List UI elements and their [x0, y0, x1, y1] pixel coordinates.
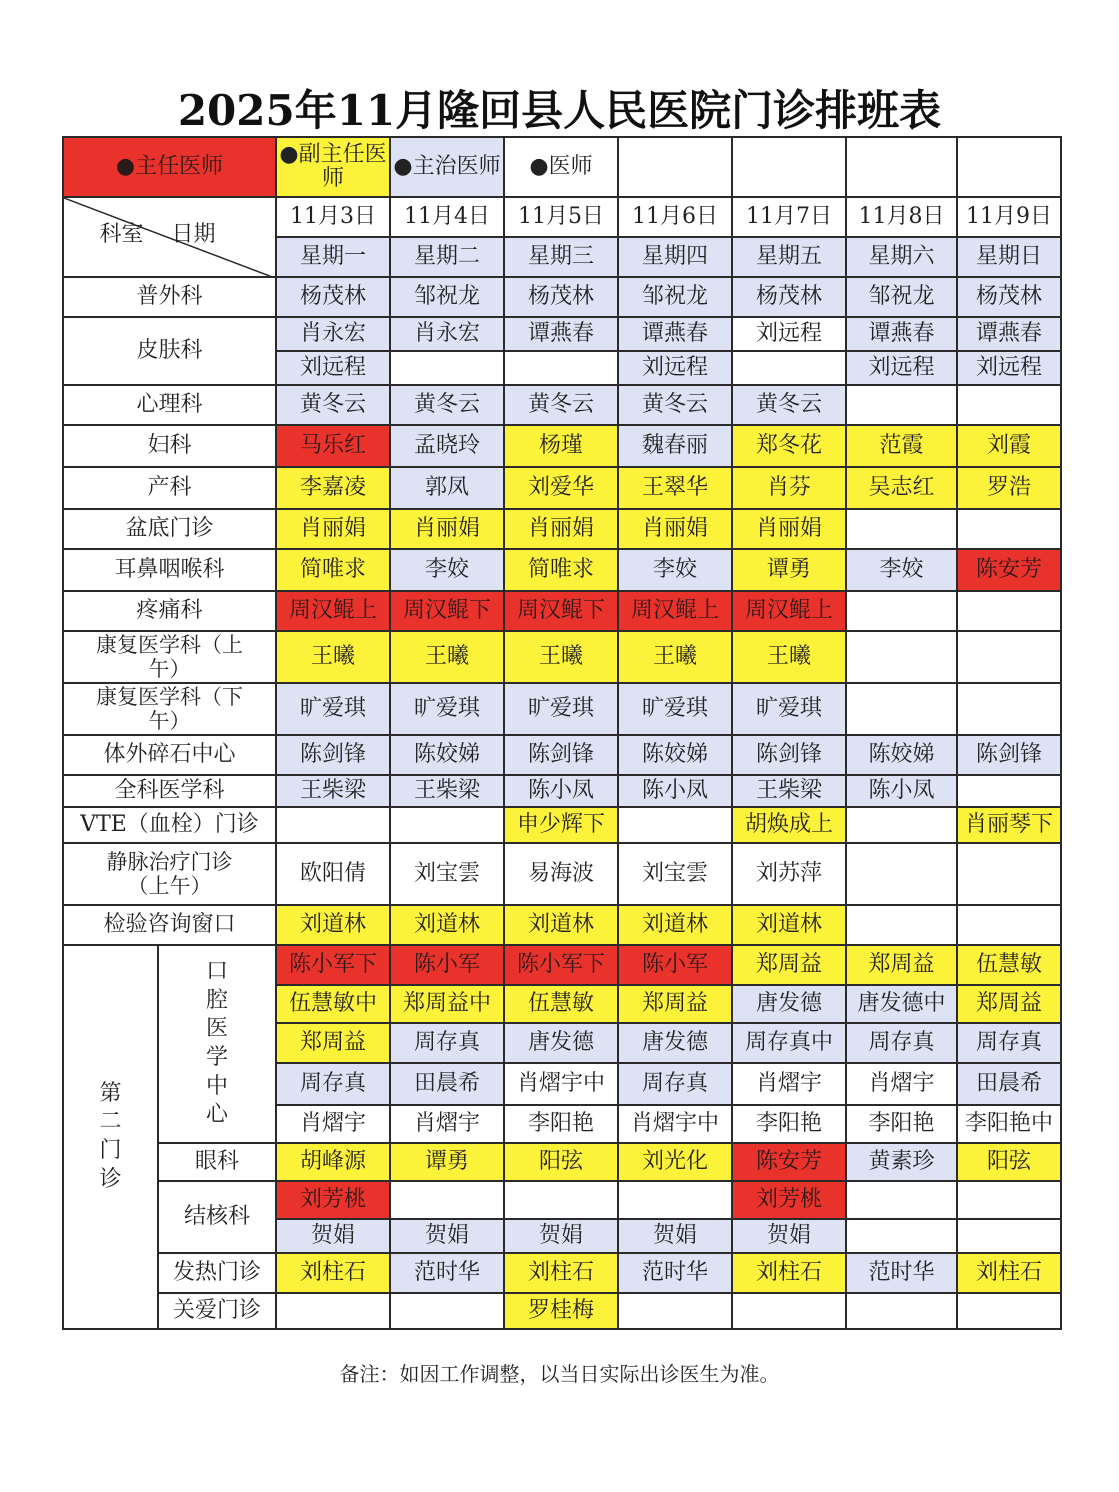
schedule-cell: 贺娟: [390, 1219, 504, 1253]
schedule-cell: 邹祝龙: [846, 277, 957, 317]
row-stomatology-1: [63, 945, 1061, 985]
schedule-cell: 刘柱石: [504, 1253, 618, 1293]
schedule-cell: 旷爱琪: [276, 683, 390, 735]
schedule-cell: 邹祝龙: [390, 277, 504, 317]
schedule-cell: 李阳艳: [732, 1105, 846, 1143]
schedule-cell: 陈姣娣: [618, 735, 732, 775]
second-clinic-text: 第 二 门 诊: [99, 1080, 122, 1192]
schedule-cell: 刘柱石: [957, 1253, 1061, 1293]
schedule-cell: 刘爱华: [504, 467, 618, 509]
dept-label: 结核科: [158, 1181, 276, 1253]
corner-date: 日期: [171, 222, 216, 248]
schedule-cell: [957, 631, 1061, 683]
schedule-cell: 肖熠宇: [846, 1063, 957, 1105]
schedule-cell: 陈姣娣: [390, 735, 504, 775]
schedule-cell: 郑周益: [846, 945, 957, 985]
row-tuberculosis-1: [63, 1181, 1061, 1219]
schedule-cell: 黄冬云: [732, 385, 846, 425]
dept-label: 妇科: [63, 425, 276, 467]
schedule-cell: 郑周益: [957, 985, 1061, 1023]
dept-label: 康复医学科（上午）: [63, 631, 276, 683]
schedule-cell: 刘柱石: [276, 1253, 390, 1293]
schedule-cell: 周汉鲲上: [276, 591, 390, 631]
dept-label: 盆底门诊: [63, 509, 276, 549]
schedule-cell: 刘远程: [276, 351, 390, 385]
row-fever: [63, 1253, 1061, 1293]
legend-chief: ●主任医师: [63, 137, 276, 197]
corner-header: [63, 197, 276, 277]
dept-label: 发热门诊: [158, 1253, 276, 1293]
schedule-cell: 杨茂林: [504, 277, 618, 317]
row-rehab-pm: [63, 683, 1061, 735]
schedule-cell: 周汉鲲上: [618, 591, 732, 631]
schedule-cell: 刘柱石: [732, 1253, 846, 1293]
schedule-cell: 肖熠宇: [390, 1105, 504, 1143]
schedule-cell: [390, 351, 504, 385]
weekday-header: 星期六: [846, 237, 957, 277]
schedule-cell: [618, 807, 732, 843]
schedule-cell: 肖熠宇: [732, 1063, 846, 1105]
row-iv-therapy: [63, 843, 1061, 905]
schedule-cell: 谭燕春: [846, 317, 957, 351]
dept-label: 疼痛科: [63, 591, 276, 631]
schedule-cell: [390, 807, 504, 843]
schedule-cell: 郑周益中: [390, 985, 504, 1023]
schedule-cell: [846, 509, 957, 549]
schedule-cell: 刘苏萍: [732, 843, 846, 905]
schedule-cell: 刘道林: [618, 905, 732, 945]
schedule-cell: 刘道林: [732, 905, 846, 945]
schedule-cell: [957, 1219, 1061, 1253]
dept-label: 静脉治疗门诊（上午）: [63, 843, 276, 905]
schedule-cell: 简唯求: [276, 549, 390, 591]
schedule-cell: 唐发德: [504, 1023, 618, 1063]
weekday-header: 星期五: [732, 237, 846, 277]
row-ophthalmology: [63, 1143, 1061, 1181]
schedule-cell: 王柴梁: [276, 775, 390, 807]
row-vte: [63, 807, 1061, 843]
schedule-cell: 肖丽娟: [276, 509, 390, 549]
schedule-cell: 肖丽娟: [504, 509, 618, 549]
schedule-cell: 李姣: [390, 549, 504, 591]
schedule-cell: 陈姣娣: [846, 735, 957, 775]
schedule-cell: [618, 1293, 732, 1329]
schedule-cell: 田晨希: [957, 1063, 1061, 1105]
legend-associate: ●副主任医师: [276, 137, 390, 197]
schedule-cell: 王柴梁: [390, 775, 504, 807]
schedule-cell: [504, 351, 618, 385]
date-header: 11月3日: [276, 197, 390, 237]
corner-dept: 科室: [99, 222, 144, 248]
schedule-cell: 王翠华: [618, 467, 732, 509]
schedule-cell: [957, 775, 1061, 807]
schedule-cell: 唐发德: [618, 1023, 732, 1063]
schedule-cell: 肖芬: [732, 467, 846, 509]
schedule-cell: 郑周益: [732, 945, 846, 985]
schedule-cell: 贺娟: [732, 1219, 846, 1253]
schedule-cell: 陈小军: [618, 945, 732, 985]
schedule-cell: 伍慧敏: [957, 945, 1061, 985]
schedule-cell: [846, 1293, 957, 1329]
dept-label: 产科: [63, 467, 276, 509]
dept-label: 全科医学科: [63, 775, 276, 807]
schedule-cell: 肖熠宇中: [504, 1063, 618, 1105]
schedule-cell: 王曦: [390, 631, 504, 683]
schedule-cell: 范时华: [846, 1253, 957, 1293]
schedule-table: [62, 136, 1062, 1330]
schedule-cell: 谭勇: [390, 1143, 504, 1181]
date-row: [63, 197, 1061, 237]
second-clinic-label: [63, 945, 158, 1329]
schedule-cell: 王曦: [732, 631, 846, 683]
schedule-cell: 谭燕春: [957, 317, 1061, 351]
schedule-cell: 黄冬云: [390, 385, 504, 425]
schedule-cell: 刘道林: [276, 905, 390, 945]
legend-resident: ●医师: [504, 137, 618, 197]
schedule-cell: 刘远程: [846, 351, 957, 385]
dept-label: 关爱门诊: [158, 1293, 276, 1329]
schedule-cell: 杨瑾: [504, 425, 618, 467]
schedule-cell: [957, 385, 1061, 425]
row-pain: [63, 591, 1061, 631]
schedule-cell: 伍慧敏: [504, 985, 618, 1023]
date-header: 11月6日: [618, 197, 732, 237]
schedule-cell: 陈安芳: [732, 1143, 846, 1181]
schedule-cell: 肖永宏: [276, 317, 390, 351]
schedule-cell: 陈小凤: [846, 775, 957, 807]
schedule-cell: 刘道林: [390, 905, 504, 945]
schedule-cell: 刘霞: [957, 425, 1061, 467]
schedule-cell: [846, 385, 957, 425]
date-header: 11月7日: [732, 197, 846, 237]
schedule-cell: 陈小凤: [618, 775, 732, 807]
stomatology-label: [158, 945, 276, 1143]
schedule-cell: 肖永宏: [390, 317, 504, 351]
schedule-cell: 罗桂梅: [504, 1293, 618, 1329]
schedule-cell: [957, 683, 1061, 735]
weekday-header: 星期二: [390, 237, 504, 277]
schedule-cell: 周汉鲲上: [732, 591, 846, 631]
schedule-cell: 陈小军下: [504, 945, 618, 985]
schedule-cell: [846, 1219, 957, 1253]
schedule-cell: 范时华: [618, 1253, 732, 1293]
row-pelvic-floor: [63, 509, 1061, 549]
schedule-cell: 邹祝龙: [618, 277, 732, 317]
schedule-cell: 刘远程: [732, 317, 846, 351]
schedule-cell: 魏春丽: [618, 425, 732, 467]
schedule-cell: 周存真: [618, 1063, 732, 1105]
schedule-cell: 黄素珍: [846, 1143, 957, 1181]
schedule-cell: 李姣: [846, 549, 957, 591]
row-lab-window: [63, 905, 1061, 945]
schedule-cell: 欧阳倩: [276, 843, 390, 905]
schedule-cell: 杨茂林: [732, 277, 846, 317]
dept-label: 康复医学科（下午）: [63, 683, 276, 735]
row-rehab-am: [63, 631, 1061, 683]
schedule-cell: 黄冬云: [276, 385, 390, 425]
schedule-cell: [846, 683, 957, 735]
schedule-cell: 黄冬云: [618, 385, 732, 425]
schedule-cell: 阳弦: [957, 1143, 1061, 1181]
schedule-cell: 肖丽娟: [390, 509, 504, 549]
schedule-cell: 陈剑锋: [504, 735, 618, 775]
date-header: 11月9日: [957, 197, 1061, 237]
row-lithotripsy: [63, 735, 1061, 775]
row-obstetrics: [63, 467, 1061, 509]
footnote: 备注：如因工作调整，以当日实际出诊医生为准。: [339, 1362, 780, 1386]
schedule-cell: 刘宝雲: [618, 843, 732, 905]
schedule-cell: 刘远程: [618, 351, 732, 385]
weekday-header: 星期四: [618, 237, 732, 277]
schedule-cell: 李阳艳: [846, 1105, 957, 1143]
schedule-cell: 刘远程: [957, 351, 1061, 385]
schedule-cell: 伍慧敏中: [276, 985, 390, 1023]
schedule-cell: [276, 807, 390, 843]
schedule-cell: 陈小凤: [504, 775, 618, 807]
schedule-cell: [504, 1181, 618, 1219]
schedule-cell: [390, 1181, 504, 1219]
schedule-cell: 王曦: [504, 631, 618, 683]
dept-label: 眼科: [158, 1143, 276, 1181]
schedule-cell: 范时华: [390, 1253, 504, 1293]
weekday-header: 星期三: [504, 237, 618, 277]
schedule-cell: [390, 1293, 504, 1329]
date-header: 11月5日: [504, 197, 618, 237]
schedule-cell: 陈剑锋: [957, 735, 1061, 775]
schedule-cell: 简唯求: [504, 549, 618, 591]
schedule-cell: 刘芳桃: [276, 1181, 390, 1219]
schedule-cell: 贺娟: [504, 1219, 618, 1253]
schedule-cell: 旷爱琪: [390, 683, 504, 735]
date-header: 11月8日: [846, 197, 957, 237]
schedule-cell: 周汉鲲下: [390, 591, 504, 631]
schedule-cell: 李姣: [618, 549, 732, 591]
schedule-cell: 肖丽琴下: [957, 807, 1061, 843]
schedule-cell: 刘道林: [504, 905, 618, 945]
schedule-cell: 杨茂林: [276, 277, 390, 317]
schedule-cell: 贺娟: [618, 1219, 732, 1253]
schedule-cell: [957, 591, 1061, 631]
schedule-cell: 范霞: [846, 425, 957, 467]
stomatology-text: 口 腔 医 学 中 心: [206, 959, 229, 1128]
schedule-cell: 郭凤: [390, 467, 504, 509]
schedule-cell: 唐发德中: [846, 985, 957, 1023]
schedule-cell: 周存真: [276, 1063, 390, 1105]
schedule-cell: [957, 1293, 1061, 1329]
dept-label: VTE（血栓）门诊: [63, 807, 276, 843]
dept-label: 耳鼻咽喉科: [63, 549, 276, 591]
schedule-cell: [846, 591, 957, 631]
schedule-cell: 旷爱琪: [618, 683, 732, 735]
schedule-cell: 李阳艳: [504, 1105, 618, 1143]
schedule-cell: [846, 1181, 957, 1219]
schedule-cell: 王曦: [276, 631, 390, 683]
row-psychology: [63, 385, 1061, 425]
schedule-cell: 郑周益: [276, 1023, 390, 1063]
schedule-cell: 周存真: [846, 1023, 957, 1063]
schedule-cell: 郑周益: [618, 985, 732, 1023]
schedule-cell: [957, 843, 1061, 905]
schedule-cell: 谭燕春: [504, 317, 618, 351]
schedule-cell: 王曦: [618, 631, 732, 683]
schedule-cell: [957, 509, 1061, 549]
schedule-cell: 刘宝雲: [390, 843, 504, 905]
schedule-cell: [846, 807, 957, 843]
schedule-cell: 孟晓玲: [390, 425, 504, 467]
schedule-cell: 阳弦: [504, 1143, 618, 1181]
schedule-cell: 陈剑锋: [276, 735, 390, 775]
schedule-cell: 肖丽娟: [618, 509, 732, 549]
schedule-cell: 李嘉凌: [276, 467, 390, 509]
schedule-cell: [618, 1181, 732, 1219]
row-ent: [63, 549, 1061, 591]
schedule-cell: 胡峰源: [276, 1143, 390, 1181]
schedule-cell: 唐发德: [732, 985, 846, 1023]
schedule-cell: 肖熠宇中: [618, 1105, 732, 1143]
schedule-cell: [846, 631, 957, 683]
schedule-cell: 陈小军下: [276, 945, 390, 985]
schedule-cell: 王柴梁: [732, 775, 846, 807]
row-general-surgery: [63, 277, 1061, 317]
schedule-cell: [276, 1293, 390, 1329]
schedule-cell: [732, 1293, 846, 1329]
schedule-cell: 肖熠宇: [276, 1105, 390, 1143]
schedule-cell: 黄冬云: [504, 385, 618, 425]
schedule-cell: 旷爱琪: [504, 683, 618, 735]
schedule-cell: 陈小军: [390, 945, 504, 985]
schedule-cell: 易海波: [504, 843, 618, 905]
schedule-cell: 田晨希: [390, 1063, 504, 1105]
schedule-cell: 周存真: [390, 1023, 504, 1063]
schedule-cell: 旷爱琪: [732, 683, 846, 735]
schedule-cell: 周存真: [957, 1023, 1061, 1063]
row-gynecology: [63, 425, 1061, 467]
schedule-cell: 谭燕春: [618, 317, 732, 351]
schedule-cell: 吴志红: [846, 467, 957, 509]
schedule-cell: 马乐红: [276, 425, 390, 467]
schedule-cell: 贺娟: [276, 1219, 390, 1253]
schedule-cell: 陈安芳: [957, 549, 1061, 591]
row-general-practice: [63, 775, 1061, 807]
schedule-cell: 刘芳桃: [732, 1181, 846, 1219]
legend-row: [63, 137, 1061, 197]
row-dermatology-1: [63, 317, 1061, 351]
weekday-header: 星期一: [276, 237, 390, 277]
schedule-cell: [846, 905, 957, 945]
schedule-cell: 肖丽娟: [732, 509, 846, 549]
page-title: 2025年11月隆回县人民医院门诊排班表: [177, 86, 942, 135]
schedule-cell: [957, 905, 1061, 945]
dept-label: 心理科: [63, 385, 276, 425]
dept-label: 普外科: [63, 277, 276, 317]
legend-attending: ●主治医师: [390, 137, 504, 197]
schedule-cell: 李阳艳中: [957, 1105, 1061, 1143]
schedule-cell: 胡焕成上: [732, 807, 846, 843]
schedule-cell: 陈剑锋: [732, 735, 846, 775]
row-care: [63, 1293, 1061, 1329]
schedule-cell: 周汉鲲下: [504, 591, 618, 631]
dept-label: 皮肤科: [63, 317, 276, 385]
schedule-cell: 杨茂林: [957, 277, 1061, 317]
schedule-cell: 郑冬花: [732, 425, 846, 467]
dept-label: 体外碎石中心: [63, 735, 276, 775]
schedule-cell: 申少辉下: [504, 807, 618, 843]
schedule-cell: [732, 351, 846, 385]
schedule-cell: [846, 843, 957, 905]
schedule-cell: 周存真中: [732, 1023, 846, 1063]
schedule-cell: [957, 1181, 1061, 1219]
schedule-cell: 罗浩: [957, 467, 1061, 509]
dept-label: 检验咨询窗口: [63, 905, 276, 945]
date-header: 11月4日: [390, 197, 504, 237]
weekday-header: 星期日: [957, 237, 1061, 277]
schedule-cell: 刘光化: [618, 1143, 732, 1181]
schedule-cell: 谭勇: [732, 549, 846, 591]
